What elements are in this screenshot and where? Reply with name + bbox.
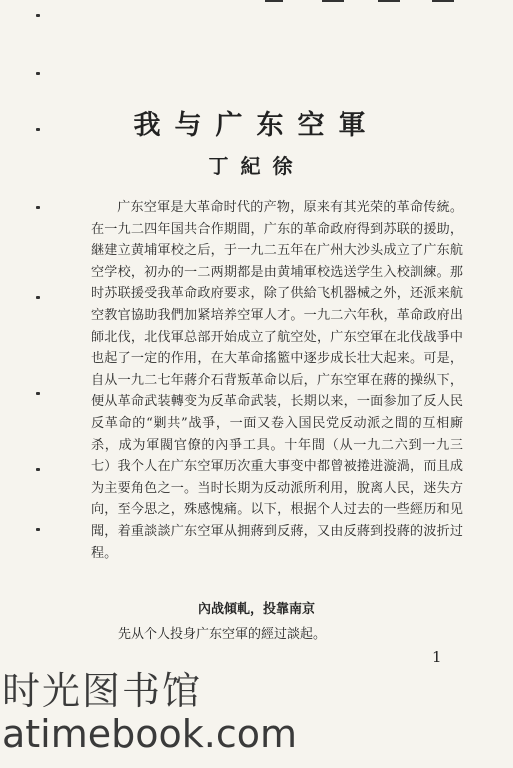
scan-speck bbox=[36, 468, 40, 471]
scan-speck bbox=[36, 14, 40, 17]
page-number: 1 bbox=[432, 648, 442, 666]
article-author: 丁紀徐 bbox=[208, 154, 305, 178]
section-first-line: 先从个人投身广东空軍的經过談起。 bbox=[118, 627, 327, 642]
watermark-chinese: 时光图书馆 bbox=[2, 669, 203, 713]
article-body bbox=[91, 197, 463, 564]
scan-speck bbox=[36, 206, 40, 209]
top-edge-mark bbox=[378, 0, 400, 2]
top-edge-mark bbox=[322, 0, 344, 2]
top-edge-mark bbox=[432, 0, 454, 2]
section-heading: 內战傾軋，投靠南京 bbox=[197, 602, 315, 617]
watermark-url: atimebook.com bbox=[2, 712, 298, 756]
scan-speck bbox=[36, 528, 40, 531]
scan-speck bbox=[36, 72, 40, 75]
scan-speck bbox=[36, 392, 40, 395]
scan-speck bbox=[36, 296, 40, 299]
article-title: 我与广东空軍 bbox=[133, 110, 380, 141]
top-edge-mark bbox=[265, 0, 283, 2]
body-paragraph: 广东空軍是大革命时代的产物，原来有其光荣的革命传統。在一九二四年国共合作期間，广东的革命政府得到苏联的援助，継建立黄埔軍校之后，于一九二五年在广州大沙头成立了广东航空学校，初办的一二两期都是由黄埔軍校选送学生入校訓練。那时苏联援受我革命政府要求，除了供給飞机器械之外，还派来航空教官協助我們加紧培养空軍人才。一九二六年秋，革命政府出師北伐，北伐軍总部开始成立了航空处，广东空軍在北伐战爭中也起了一定的作用，在大革命搖籃中逐步成长壮大起来。可是，自从一九二七年蔣介石背叛革命以后，广东空軍在蔣的操纵下，便从革命武装轉变为反革命武装，长期以来，一面参加了反人民反革命的“剿共”战爭，一面又卷入国民党反动派之間的互相廝杀，成为軍閥官僚的內爭工具。十年間（从一九二六到一九三七）我个人在广东空軍历次重大事变中都曾被捲进漩渦，而且成为主要角色之一。当时长期为反动派所利用，脫离人民，迷失方向，至今思之，殊感愧痛。以下，根据个人过去的一些經历和见聞，着重談談广东空軍从拥蔣到反蔣，又由反蔣到投蔣的波折过程。 bbox=[91, 200, 463, 561]
